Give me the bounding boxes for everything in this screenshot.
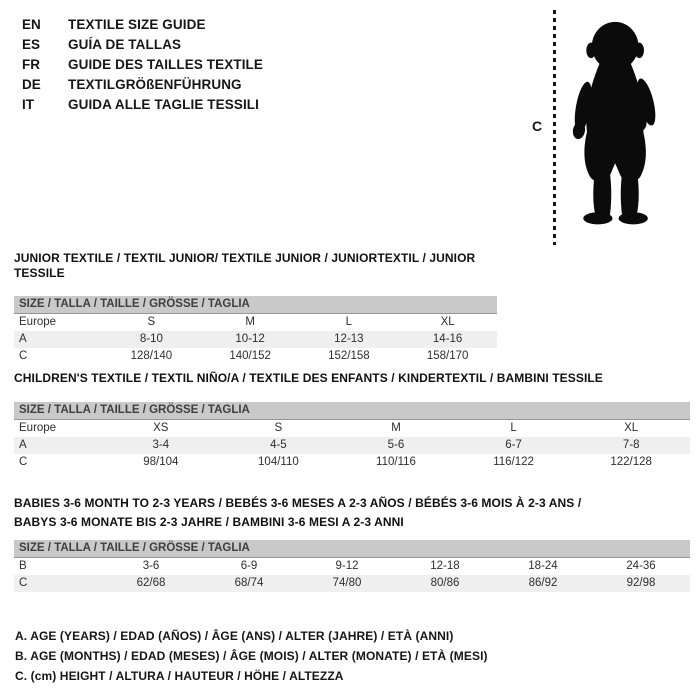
table-row	[14, 348, 497, 365]
language-label: GUIDA ALLE TAGLIE TESSILI	[68, 97, 259, 112]
language-label: GUÍA DE TALLAS	[68, 37, 182, 52]
table-row	[14, 454, 690, 471]
table-cell: 9-12	[335, 560, 359, 572]
language-label: TEXTILGRÖßENFÜHRUNG	[68, 77, 242, 92]
footnote: C. (cm) HEIGHT / ALTURA / HAUTEUR / HÖHE / ALTEZZA	[15, 669, 344, 683]
size-header-label: SIZE / TALLA / TAILLE / GRÖSSE / TAGLIA	[19, 298, 250, 310]
baby-figure	[520, 0, 700, 250]
table-cell: XS	[153, 422, 169, 434]
table-row	[14, 420, 690, 437]
language-code: EN	[22, 17, 41, 32]
table-cell: 3-4	[152, 439, 170, 451]
height-dashed-line	[553, 10, 556, 245]
table-row	[14, 558, 690, 575]
table-cell: 7-8	[622, 439, 640, 451]
table-cell: M	[391, 422, 401, 434]
table-cell: 122/128	[610, 456, 652, 468]
table-cell: M	[245, 316, 255, 328]
language-code: DE	[22, 77, 41, 92]
language-row	[22, 15, 263, 35]
table-cell: 110/116	[376, 456, 416, 468]
table-title: CHILDREN'S TEXTILE / TEXTIL NIÑO/A / TEXTILE DES ENFANTS / KINDERTEXTIL / BAMBINI TESSILE	[14, 371, 603, 385]
table-cell: 86/92	[528, 577, 558, 589]
table-cell: L	[510, 422, 517, 434]
row-label: A	[19, 439, 27, 451]
table-title: BABIES 3-6 MONTH TO 2-3 YEARS / BEBÉS 3-6 MESES A 2-3 AÑOS / BÉBÉS 3-6 MOIS À 2-3 ANS / BABYS 3-6 MONATE BIS 2-3 JAHRE / BAMBINI 3-6 MESI A 2-3 ANNI	[14, 496, 582, 529]
row-cells	[102, 348, 497, 365]
table-cell: 14-16	[432, 333, 463, 345]
language-code: FR	[22, 57, 40, 72]
table-cell: 98/104	[143, 456, 179, 468]
size-table-section	[14, 251, 497, 365]
row-cells	[102, 575, 690, 592]
table-cell: 158/170	[426, 350, 469, 362]
size-header-bar	[14, 296, 497, 314]
table-cell: 12-18	[430, 560, 460, 572]
table-body	[14, 314, 497, 365]
table-cell: S	[274, 422, 283, 434]
baby-silhouette-icon	[560, 7, 672, 241]
table-row	[14, 314, 497, 331]
table-cell: 80/86	[430, 577, 460, 589]
row-cells	[102, 420, 690, 437]
row-cells	[102, 331, 497, 348]
table-cell: 152/158	[328, 350, 370, 362]
height-measure-label: C	[532, 118, 543, 134]
row-label: C	[19, 577, 28, 589]
table-title: JUNIOR TEXTILE / TEXTIL JUNIOR/ TEXTILE JUNIOR / JUNIORTEXTIL / JUNIOR TESSILE	[14, 251, 476, 280]
table-cell: 18-24	[528, 560, 558, 572]
row-label: Europe	[19, 316, 57, 328]
table-cell: 140/152	[229, 350, 271, 362]
row-label: C	[19, 350, 28, 362]
size-header-bar	[14, 540, 690, 558]
row-label: Europe	[19, 422, 57, 434]
table-cell: 24-36	[626, 560, 656, 572]
table-row	[14, 437, 690, 454]
language-row	[22, 95, 263, 115]
table-cell: 92/98	[626, 577, 656, 589]
size-header-label: SIZE / TALLA / TAILLE / GRÖSSE / TAGLIA	[19, 404, 250, 416]
table-body	[14, 558, 690, 592]
language-row	[22, 75, 263, 95]
row-cells	[102, 558, 690, 575]
size-header-bar	[14, 402, 690, 420]
size-table-section	[14, 371, 690, 471]
table-body	[14, 420, 690, 471]
language-code: IT	[22, 97, 34, 112]
table-cell: 128/140	[130, 350, 173, 362]
table-cell: 74/80	[332, 577, 362, 589]
size-table	[14, 540, 690, 592]
language-label: TEXTILE SIZE GUIDE	[68, 17, 206, 32]
size-table	[14, 402, 690, 471]
table-cell: 3-6	[142, 560, 160, 572]
row-label: C	[19, 456, 28, 468]
table-cell: 10-12	[235, 333, 265, 345]
table-cell: 6-7	[505, 439, 522, 451]
table-cell: 68/74	[234, 577, 264, 589]
table-cell: 4-5	[270, 439, 287, 451]
table-cell: XL	[624, 422, 639, 434]
row-cells	[102, 314, 497, 331]
table-row	[14, 331, 497, 348]
table-cell: S	[147, 316, 156, 328]
footnotes	[15, 626, 488, 686]
language-row	[22, 35, 263, 55]
size-header-label: SIZE / TALLA / TAILLE / GRÖSSE / TAGLIA	[19, 542, 250, 554]
size-table	[14, 296, 497, 365]
table-cell: 116/122	[493, 456, 534, 468]
table-cell: 12-13	[334, 333, 364, 345]
table-cell: 6-9	[240, 560, 258, 572]
language-row	[22, 55, 263, 75]
footnote: B. AGE (MONTHS) / EDAD (MESES) / ÂGE (MOIS) / ALTER (MONATE) / ETÀ (MESI)	[15, 649, 488, 663]
table-cell: L	[345, 316, 353, 328]
language-code: ES	[22, 37, 41, 52]
row-label: B	[19, 560, 27, 572]
table-cell: 8-10	[139, 333, 163, 345]
table-cell: 62/68	[136, 577, 166, 589]
table-cell: 5-6	[387, 439, 405, 451]
table-cell: XL	[440, 316, 455, 328]
language-label: GUIDE DES TAILLES TEXTILE	[68, 57, 264, 72]
size-table-section	[14, 494, 690, 592]
table-row	[14, 575, 690, 592]
row-cells	[102, 454, 690, 471]
table-cell: 104/110	[258, 456, 299, 468]
language-list	[22, 15, 263, 115]
footnote: A. AGE (YEARS) / EDAD (AÑOS) / ÂGE (ANS) / ALTER (JAHRE) / ETÀ (ANNI)	[15, 629, 454, 643]
row-label: A	[19, 333, 27, 345]
row-cells	[102, 437, 690, 454]
